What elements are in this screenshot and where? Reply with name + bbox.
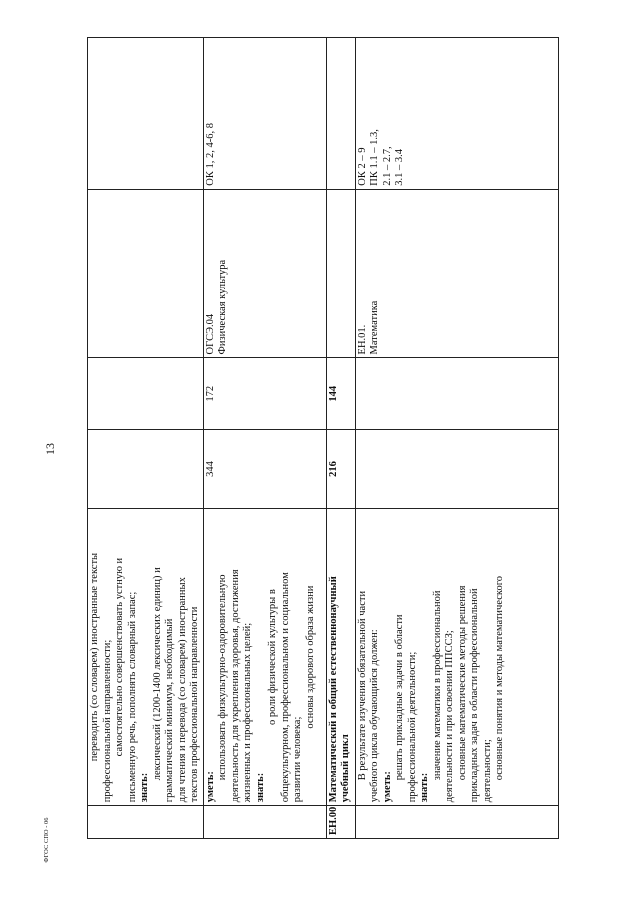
- text-line: В результате изучения обязательной части: [356, 590, 368, 781]
- competencies-cell: [355, 38, 559, 190]
- text-line: учебного цикла обучающийся должен:: [369, 629, 380, 803]
- competencies-cell: [326, 38, 355, 190]
- table-row: [203, 38, 326, 839]
- discipline-cell: [88, 189, 204, 358]
- max-hours-cell: [88, 430, 204, 509]
- text-line: основные математические методы решения: [456, 585, 468, 781]
- text-line: прикладных задач в области профессиональной: [469, 588, 480, 803]
- text-line: знать:: [419, 772, 430, 803]
- text-line: знать:: [254, 772, 266, 803]
- text-line: Математический и общий естественнонаучный: [327, 576, 339, 803]
- text-line: о роли физической культуры в: [267, 589, 278, 725]
- text-line: лексический (1200-1400 лексических единиц) и: [151, 567, 163, 781]
- page-number: 13: [43, 443, 57, 455]
- discipline-code: ЕН.01.: [356, 324, 368, 355]
- text-line: жизненных и профессиональных целей;: [242, 622, 253, 803]
- text-line: знать:: [139, 772, 150, 803]
- requirements-cell: [203, 508, 326, 805]
- text-line: использовать физкультурно-оздоровительную: [217, 574, 228, 781]
- document-footer-code: ФГОС СПО - 06: [43, 817, 50, 863]
- text-line: решать прикладные задачи в области: [394, 614, 405, 781]
- text-line: грамматический минимум, необходимый: [164, 618, 175, 803]
- text-line: для чтения и перевода (со словарем) иностранных: [176, 577, 188, 803]
- text-line: учебный цикл: [340, 734, 351, 803]
- mandatory-hours-cell: [88, 358, 204, 430]
- text-line: уметь:: [204, 771, 216, 803]
- text-line: профессиональной деятельности;: [406, 651, 418, 803]
- mandatory-hours-cell: [355, 358, 559, 430]
- discipline-cell: [203, 189, 326, 358]
- requirements-cell: [326, 508, 355, 805]
- max-hours-cell: 344: [203, 430, 326, 509]
- requirements-cell: [88, 508, 204, 805]
- text-line: значение математики в профессиональной: [431, 590, 443, 781]
- requirements-cell: [355, 508, 559, 805]
- competencies-cell: [203, 38, 326, 190]
- table-row: [355, 38, 559, 839]
- competency-code: 3.1 – 3.4: [394, 149, 405, 186]
- max-hours-cell: [355, 430, 559, 509]
- text-line: текстов профессиональной направленности: [189, 606, 200, 803]
- text-line: самостоятельно совершенствовать устную и: [114, 557, 125, 757]
- discipline-name: Математика: [369, 300, 380, 355]
- text-line: деятельности и при освоении ППССЗ;: [444, 630, 455, 803]
- competencies-cell: [88, 38, 204, 190]
- mandatory-hours-cell: 172: [203, 358, 326, 430]
- text-line: профессиональной направленности;: [101, 639, 113, 803]
- curriculum-table-frame: [87, 37, 559, 839]
- cycle-code-cell: [203, 806, 326, 839]
- text-line: основы здорового образа жизни: [304, 585, 316, 729]
- cycle-code-cell: [88, 806, 204, 839]
- competency-code: ОК 1, 2, 4-6, 8: [204, 123, 216, 186]
- discipline-code: ОГСЭ.04: [204, 313, 216, 355]
- table-row: [326, 38, 355, 839]
- cycle-code-cell: [355, 806, 559, 839]
- cycle-code-cell: ЕН.00: [326, 806, 355, 839]
- discipline-name: Физическая культура: [217, 259, 228, 355]
- discipline-cell: [326, 189, 355, 358]
- text-line: деятельность для укрепления здоровья, достижения: [229, 569, 241, 803]
- text-line: развитии человека;: [292, 716, 303, 803]
- curriculum-table: [87, 37, 559, 839]
- text-line: письменную речь, пополнять словарный запас;: [126, 591, 138, 803]
- competency-code: ПК 1.1 – 1.3,: [369, 129, 380, 186]
- discipline-cell: [355, 189, 559, 358]
- text-line: общекультурном, профессиональном и социальном: [279, 572, 291, 803]
- competency-code: ОК 2 – 9: [356, 147, 368, 186]
- competency-code: 2.1 – 2.7,: [381, 146, 393, 186]
- mandatory-hours-cell: 144: [326, 358, 355, 430]
- table-row: [88, 38, 204, 839]
- max-hours-cell: 216: [326, 430, 355, 509]
- text-line: уметь:: [381, 771, 393, 803]
- text-line: переводить (со словарем) иностранные тексты: [89, 552, 100, 762]
- text-line: основные понятия и методы математического: [494, 575, 505, 781]
- text-line: деятельности;: [481, 739, 493, 803]
